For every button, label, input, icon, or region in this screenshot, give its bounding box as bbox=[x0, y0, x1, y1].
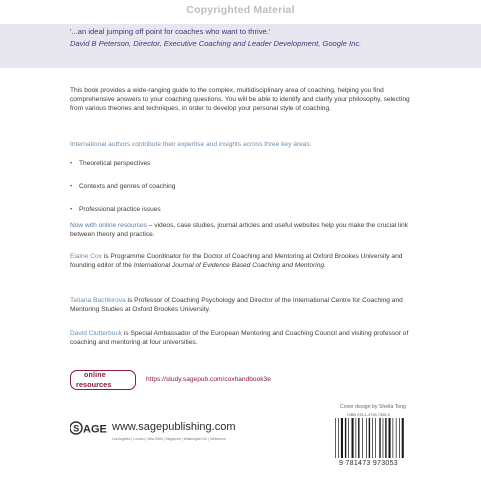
watermark: Copyrighted Material bbox=[186, 4, 295, 16]
endorsement-quote: '...an ideal jumping off point for coaches who want to thrive.' bbox=[70, 27, 271, 36]
badge-line-resources: resources bbox=[76, 380, 112, 389]
author-bio-text: is Special Ambassador of the European Mentoring and Coaching Council and visiting professor of coaching and mentoring at four universities. bbox=[70, 330, 409, 347]
barcode-icon bbox=[331, 418, 406, 462]
bullet-icon: • bbox=[70, 160, 73, 167]
author-bio-cox bbox=[70, 252, 420, 270]
author-bio-text: is Professor of Coaching Psychology and Director of the International Centre for Coaching and Mentoring Studies at Oxford Brookes University. bbox=[70, 297, 403, 314]
online-resources-badge bbox=[70, 370, 136, 390]
publisher-block bbox=[70, 421, 270, 451]
key-area-item bbox=[70, 160, 150, 167]
online-resources-highlight: Now with online resources bbox=[70, 222, 147, 229]
key-area-label: Professional practice issues bbox=[79, 206, 161, 213]
online-resources-description: – videos, case studies, journal articles and useful websites help you make the crucial link between theory and practice. bbox=[70, 222, 408, 239]
online-resources-link[interactable]: https://study.sagepub.com/coxhandbook3e bbox=[146, 376, 271, 383]
author-bio-text: is Programme Coordinator for the Doctor of Coaching and Mentoring at Oxford Brookes University and founding editor of the bbox=[70, 253, 403, 270]
svg-text:S: S bbox=[73, 423, 80, 434]
bullet-icon: • bbox=[70, 206, 73, 213]
isbn-label: ISBN 978-1-4739-7305-3 bbox=[347, 413, 390, 417]
online-resources-paragraph bbox=[70, 221, 420, 239]
badge-line-online: online bbox=[84, 372, 106, 379]
author-name: Tatiana Bachkirova bbox=[70, 297, 126, 304]
author-bio-clutterbuck bbox=[70, 329, 420, 347]
intro-paragraph: This book provides a wide-ranging guide to the complex, multidisciplinary area of coaching, helping you find comprehensive answers to your coaching questions. You will be able to identify and clarify your philosophy, selecting from various theories and techniques, in order to develop your personal style of coaching. bbox=[70, 87, 410, 113]
quote-band bbox=[0, 24, 481, 68]
author-bio-end: . bbox=[324, 262, 326, 270]
author-name: Elaine Cox bbox=[70, 253, 102, 260]
publisher-url[interactable]: www.sagepublishing.com bbox=[112, 421, 236, 433]
cover-design-credit: Cover design by Sheila Tong bbox=[340, 404, 406, 410]
key-area-item bbox=[70, 206, 161, 213]
isbn-digits: 9 781473 973053 bbox=[339, 460, 398, 467]
bullet-icon: • bbox=[70, 183, 73, 190]
key-area-item bbox=[70, 183, 175, 190]
contributors-intro: International authors contribute their expertise and insights across three key areas: bbox=[70, 141, 312, 148]
journal-title: International Journal of Evidence Based Coaching and Mentoring bbox=[133, 262, 325, 270]
sage-logo bbox=[70, 421, 110, 435]
author-bio-bachkirova bbox=[70, 296, 420, 314]
publisher-cities: Los Angeles | London | New Delhi | Singapore | Washington DC | Melbourne bbox=[112, 437, 227, 441]
author-name: David Clutterbuck bbox=[70, 330, 123, 337]
svg-text:AGE: AGE bbox=[83, 423, 107, 435]
endorsement-attribution: David B Peterson, Director, Executive Coaching and Leader Development, Google Inc. bbox=[70, 39, 362, 48]
key-area-label: Theoretical perspectives bbox=[79, 160, 151, 167]
key-area-label: Contexts and genres of coaching bbox=[79, 183, 176, 190]
isbn-barcode bbox=[331, 413, 406, 470]
